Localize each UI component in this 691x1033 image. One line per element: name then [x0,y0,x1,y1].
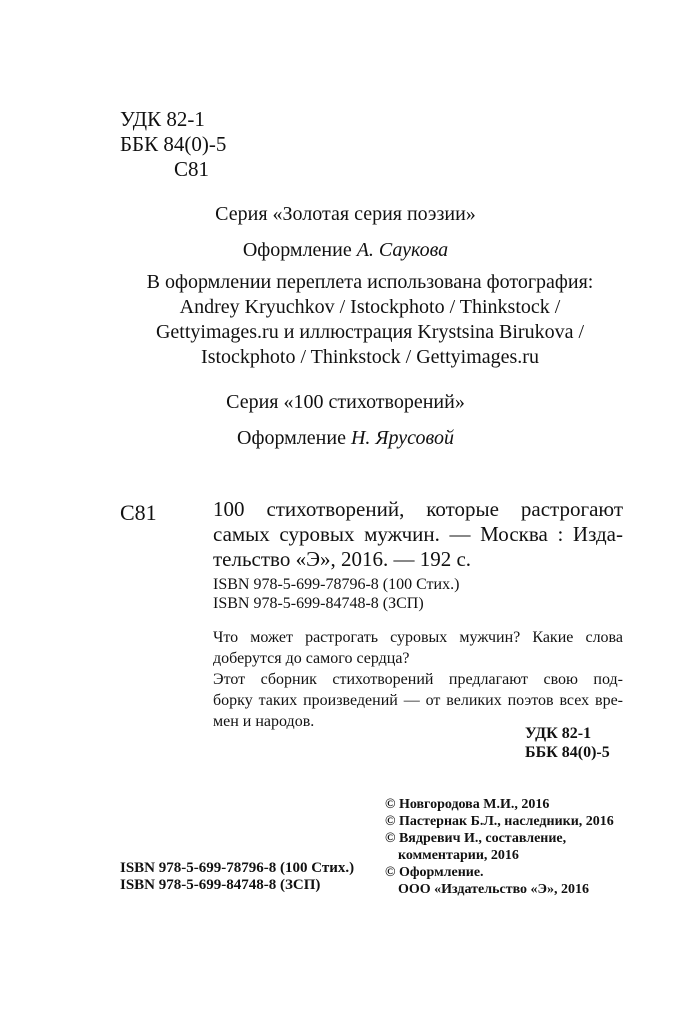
copyright-line: комментарии, 2016 [398,848,519,863]
photo-credit-line: Andrey Kryuchkov / Istockphoto / Thinkstock / [179,296,561,318]
catalog-line: самых суровых мужчин. — Москва : Изда- [213,522,623,546]
design-credit-2 [0,427,691,450]
catalog-line: тельство «Э», 2016. — 192 с. [213,547,472,571]
udk-code: УДК 82-1 [120,107,205,131]
design-prefix: Оформление [242,239,357,261]
photo-credit-line: В оформлении переплета использована фотография: [146,271,594,293]
annotation-line: мен и народов. [213,713,315,730]
series-100: Серия «100 стихотворений» [226,391,465,413]
photo-credit-line: Gettyimages.ru и иллюстрация Krystsina Birukova / [155,321,585,343]
catalog-isbn-2: ISBN 978-5-699-84748-8 (ЗСП) [213,595,424,612]
designer-name: Н. Ярусовой [350,427,454,449]
bbk-code: ББК 84(0)-5 [120,132,227,156]
design-credit-1 [0,239,691,262]
photo-credits [120,270,620,370]
catalog-description [213,497,623,572]
bottom-udk: УДК 82-1 [525,725,592,742]
bottom-isbn-2: ISBN 978-5-699-84748-8 (ЗСП) [120,877,321,893]
author-mark: С81 [174,157,210,181]
copyright-line: © Оформление. [385,865,484,880]
annotation-line: Что может растрогать суровых мужчин? Какие слова [213,629,623,646]
catalog-line: 100 стихотворений, которые растрогают [213,497,623,521]
catalog-code: С81 [120,500,157,525]
copyright-line: © Новгородова М.И., 2016 [385,797,550,812]
series-golden: Серия «Золотая серия поэзии» [215,203,476,225]
copyright-line: © Вядревич И., составление, [385,831,567,846]
annotation [213,627,623,732]
photo-credit-line: Istockphoto / Thinkstock / Gettyimages.ru [201,346,539,368]
annotation-line: борку таких произведений — от великих поэтов всех вре- [213,692,623,709]
catalog-isbn-1: ISBN 978-5-699-78796-8 (100 Стих.) [213,576,460,593]
bottom-isbn-1: ISBN 978-5-699-78796-8 (100 Стих.) [120,860,355,876]
design-prefix: Оформление [237,427,351,449]
copyright-line: ООО «Издательство «Э», 2016 [398,882,590,897]
bottom-bbk: ББК 84(0)-5 [525,744,610,761]
designer-name: А. Саукова [356,239,449,261]
annotation-line: Этот сборник стихотворений предлагают свою под- [213,671,623,688]
copyright-line: © Пастернак Б.Л., наследники, 2016 [385,814,614,829]
annotation-line: доберутся до самого сердца? [213,650,410,667]
